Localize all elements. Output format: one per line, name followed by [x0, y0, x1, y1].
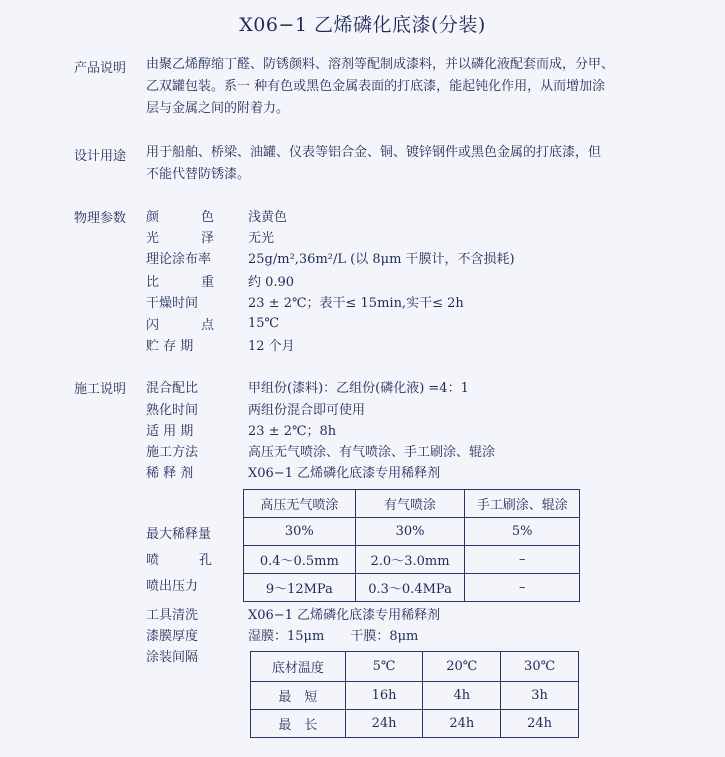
table-row — [244, 574, 580, 602]
table-cell: 3h — [501, 682, 579, 710]
table-row-label: 最 长 — [251, 710, 346, 738]
app-value: 23 ± 2℃；8h — [248, 423, 337, 439]
table-header-row — [244, 490, 580, 518]
app-row-interval — [146, 645, 248, 665]
table-header-cell: 手工刷涂、辊涂 — [465, 490, 580, 518]
app-value: 湿膜：15μm 干膜：8μm — [248, 628, 419, 644]
table-row — [251, 710, 579, 738]
table-header-cell: 高压无气喷涂 — [244, 490, 356, 518]
table-cell: 0.4～0.5mm — [244, 546, 356, 574]
param-key: 光 泽 — [146, 230, 214, 246]
param-key: 比 重 — [146, 274, 214, 290]
table-cell: 5% — [465, 518, 580, 546]
param-key: 干燥时间 — [146, 295, 199, 311]
table-header-cell: 20℃ — [423, 652, 501, 682]
app-key: 施工方法 — [146, 444, 199, 460]
table-header-cell: 30℃ — [501, 652, 579, 682]
param-key: 理论涂布率 — [146, 251, 212, 267]
param-value: 15℃ — [248, 315, 280, 331]
table-header-cell: 5℃ — [345, 652, 423, 682]
param-value: 浅黄色 — [248, 209, 288, 225]
table-row-label: 最 短 — [251, 682, 346, 710]
table-header-row — [251, 652, 579, 682]
dilution-row-label: 喷 孔 — [146, 553, 212, 568]
recoat-interval-table — [250, 651, 579, 738]
app-key: 适 用 期 — [146, 423, 194, 439]
usage-line: 用于船舶、桥梁、油罐、仪表等铝合金、铜、镀锌钢件或黑色金属的打底漆，但 — [146, 145, 602, 160]
table-cell: 4h — [423, 682, 501, 710]
table-cell: 16h — [345, 682, 423, 710]
section-label-usage: 设计用途 — [74, 149, 127, 164]
usage-description — [146, 142, 666, 186]
document-title: X06−1 乙烯磷化底漆(分装) — [239, 14, 486, 36]
app-key: 漆膜厚度 — [146, 628, 199, 644]
app-key: 熟化时间 — [146, 402, 199, 418]
param-row-flashpoint — [146, 313, 279, 333]
param-value: 23 ± 2℃；表干≤ 15min,实干≤ 2h — [248, 295, 464, 311]
param-value: 25g/m²,36m²/L (以 8μm 干膜计，不含损耗) — [248, 251, 515, 267]
param-key: 闪 点 — [146, 317, 214, 333]
dilution-row-label: 喷出压力 — [146, 579, 199, 594]
dilution-row-label: 最大稀释量 — [146, 527, 212, 542]
param-row-drying — [146, 291, 464, 311]
section-label-product: 产品说明 — [74, 61, 127, 76]
param-value: 12 个月 — [248, 338, 295, 354]
usage-line: 不能代替防锈漆。 — [146, 167, 251, 182]
param-row-color — [146, 205, 287, 225]
table-row — [244, 546, 580, 574]
table-cell: – — [465, 546, 580, 574]
table-cell: 24h — [501, 710, 579, 738]
app-key: 稀 释 剂 — [146, 465, 194, 481]
app-key: 混合配比 — [146, 380, 199, 396]
dilution-table — [243, 489, 580, 602]
app-row-potlife — [146, 419, 336, 439]
section-label-construction: 施工说明 — [74, 382, 127, 397]
app-row-induction — [146, 398, 365, 418]
app-value: X06−1 乙烯磷化底漆专用稀释剂 — [248, 607, 441, 623]
param-key: 颜 色 — [146, 209, 214, 225]
table-cell: 24h — [423, 710, 501, 738]
app-key: 涂装间隔 — [146, 649, 199, 665]
table-cell: 30% — [355, 518, 465, 546]
table-row — [244, 518, 580, 546]
table-cell: 30% — [244, 518, 356, 546]
param-row-coverage — [146, 247, 515, 267]
param-value: 约 0.90 — [248, 274, 295, 290]
param-key: 贮 存 期 — [146, 338, 194, 354]
app-row-thinner — [146, 461, 440, 481]
app-row-cleaning — [146, 603, 440, 623]
app-key: 工具清洗 — [146, 607, 199, 623]
table-cell: – — [465, 574, 580, 602]
app-value: 高压无气喷涂、有气喷涂、手工刷涂、辊涂 — [248, 444, 496, 460]
app-row-mixing — [146, 376, 469, 396]
product-line: 乙双罐包装。系一 种有色或黑色金属表面的打底漆，能起钝化作用，从而增加涂 — [146, 79, 606, 94]
app-row-method — [146, 440, 495, 460]
product-line: 由聚乙烯醇缩丁醛、防锈颜料、溶剂等配制成漆料，并以磷化液配套而成，分甲、 — [146, 57, 615, 72]
table-cell: 2.0～3.0mm — [355, 546, 465, 574]
section-label-physical: 物理参数 — [74, 211, 127, 226]
param-row-shelflife — [146, 334, 295, 354]
param-row-density — [146, 270, 294, 290]
product-line: 层与金属之间的附着力。 — [146, 101, 290, 116]
table-header-cell: 底材温度 — [251, 652, 346, 682]
app-value: 两组份混合即可使用 — [248, 402, 366, 418]
table-row — [251, 682, 579, 710]
app-row-filmthickness — [146, 624, 418, 644]
param-row-gloss — [146, 226, 274, 246]
app-value: 甲组份(漆料)：乙组份(磷化液) =4：1 — [248, 380, 469, 396]
table-header-cell: 有气喷涂 — [355, 490, 465, 518]
param-value: 无光 — [248, 230, 275, 246]
app-value: X06−1 乙烯磷化底漆专用稀释剂 — [248, 465, 441, 481]
table-cell: 9～12MPa — [244, 574, 356, 602]
product-description — [146, 54, 666, 120]
table-cell: 24h — [345, 710, 423, 738]
table-cell: 0.3～0.4MPa — [355, 574, 465, 602]
